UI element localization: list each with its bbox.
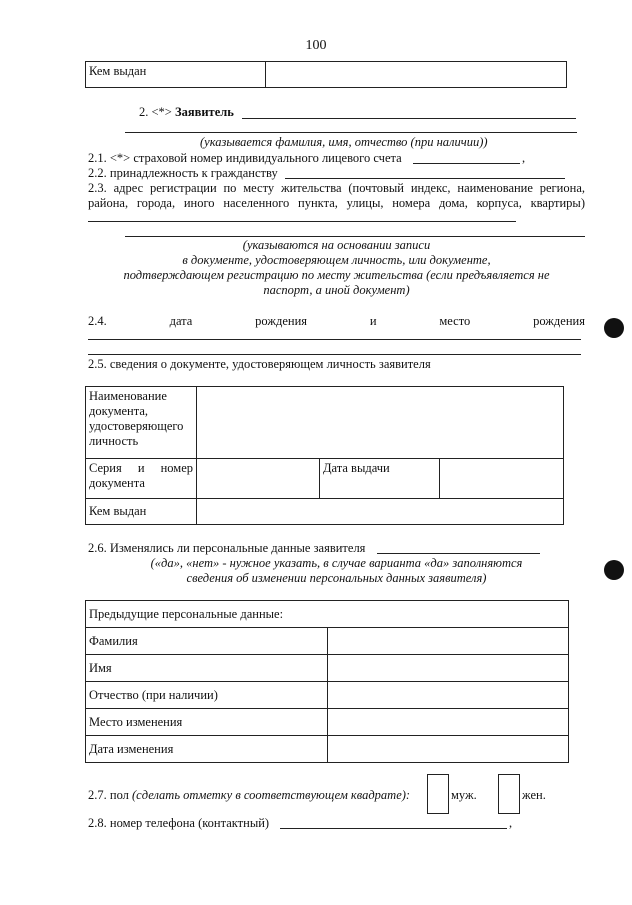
top-issued-by-field[interactable] [266,62,567,88]
previous-patronymic-field[interactable] [328,682,569,709]
applicant-name-line-2[interactable] [125,132,577,133]
previous-surname-label: Фамилия [86,628,328,655]
gender-male-checkbox[interactable] [427,774,449,814]
changes-answer-field[interactable] [377,553,540,554]
id-doc-label: 2.5. сведения о документе, удостоверяющем личность заявителя [88,357,431,371]
address-label-line2: района, города, иного населенного пункта, улицы, номера дома, корпуса, квартиры) [88,196,585,210]
snils-suffix: , [522,151,526,165]
birth-label-num: 2.4. [88,314,107,328]
birth-label [88,314,585,329]
applicant-name-hint: (указывается фамилия, имя, отчество (при наличии)) [200,135,488,149]
previous-change-date-field[interactable] [328,736,569,763]
birth-label-w4: место [439,314,471,328]
gender-female-checkbox[interactable] [498,774,520,814]
address-hint-4: паспорт, а иной документ) [263,283,410,297]
gender-label-text: 2.7. пол [88,788,129,802]
birth-label-w3: и [369,314,377,328]
changes-hint-2: сведения об изменении персональных данных заявителя) [186,571,487,585]
previous-patronymic-label: Отчество (при наличии) [86,682,328,709]
previous-change-place-label: Место изменения [86,709,328,736]
previous-data-header: Предыдущие персональные данные: [86,601,569,628]
applicant-name-line[interactable] [242,118,576,119]
previous-data-table [85,600,569,763]
gender-hint: (сделать отметку в соответствующем квадрате): [132,788,411,802]
top-issued-by-label: Кем выдан [86,62,266,88]
birth-label-w1: дата [169,314,193,328]
id-doc-name-label: Наименование документа, удостоверяющего личность [86,387,197,459]
gender-male-label: муж. [451,788,477,802]
gender-label [88,788,410,803]
phone-field[interactable] [280,828,507,829]
changes-hint-1: («да», «нет» - нужное указать, в случае варианта «да» заполняются [150,556,523,570]
changes-question: 2.6. Изменялись ли персональные данные заявителя [88,541,366,555]
applicant-heading-num: 2. <*> [139,105,172,119]
phone-suffix: , [509,816,513,830]
address-hint-1: (указываются на основании записи [242,238,431,252]
birth-field-line1[interactable] [88,339,581,340]
applicant-heading [139,105,234,120]
birth-field-line2[interactable] [88,354,581,355]
id-series-number-field[interactable] [197,459,320,499]
previous-change-place-field[interactable] [328,709,569,736]
address-field-line1[interactable] [88,221,516,222]
id-series-number-label: Серия и номер документа [86,459,197,499]
address-field-line2[interactable] [125,236,585,237]
binder-hole-icon-2 [604,560,624,580]
id-issued-by-label: Кем выдан [86,499,197,525]
citizenship-field[interactable] [285,178,565,179]
birth-label-w5: рождения [533,314,585,328]
citizenship-label: 2.2. принадлежность к гражданству [88,166,278,180]
address-hint-2: в документе, удостоверяющем личность, или документе, [182,253,491,267]
previous-change-date-label: Дата изменения [86,736,328,763]
birth-label-w2: рождения [255,314,308,328]
page-number: 100 [305,38,327,53]
binder-hole-icon [604,318,624,338]
id-doc-name-field[interactable] [197,387,564,459]
gender-female-label: жен. [522,788,546,802]
id-issue-date-label: Дата выдачи [320,459,440,499]
address-hint-3: подтверждающем регистрацию по месту жительства (если предъявляется не [123,268,550,282]
id-document-table [85,386,564,525]
snils-label: 2.1. <*> страховой номер индивидуального лицевого счета [88,151,402,165]
previous-name-field[interactable] [328,655,569,682]
id-issue-date-field[interactable] [440,459,564,499]
previous-name-label: Имя [86,655,328,682]
top-issued-by-table [85,61,567,88]
previous-surname-field[interactable] [328,628,569,655]
id-issued-by-field[interactable] [197,499,564,525]
snils-field[interactable] [413,163,520,164]
phone-label: 2.8. номер телефона (контактный) [88,816,270,830]
applicant-heading-title: Заявитель [174,105,234,119]
address-label-line1: 2.3. адрес регистрации по месту жительства (почтовый индекс, наименование региона, [88,181,585,195]
